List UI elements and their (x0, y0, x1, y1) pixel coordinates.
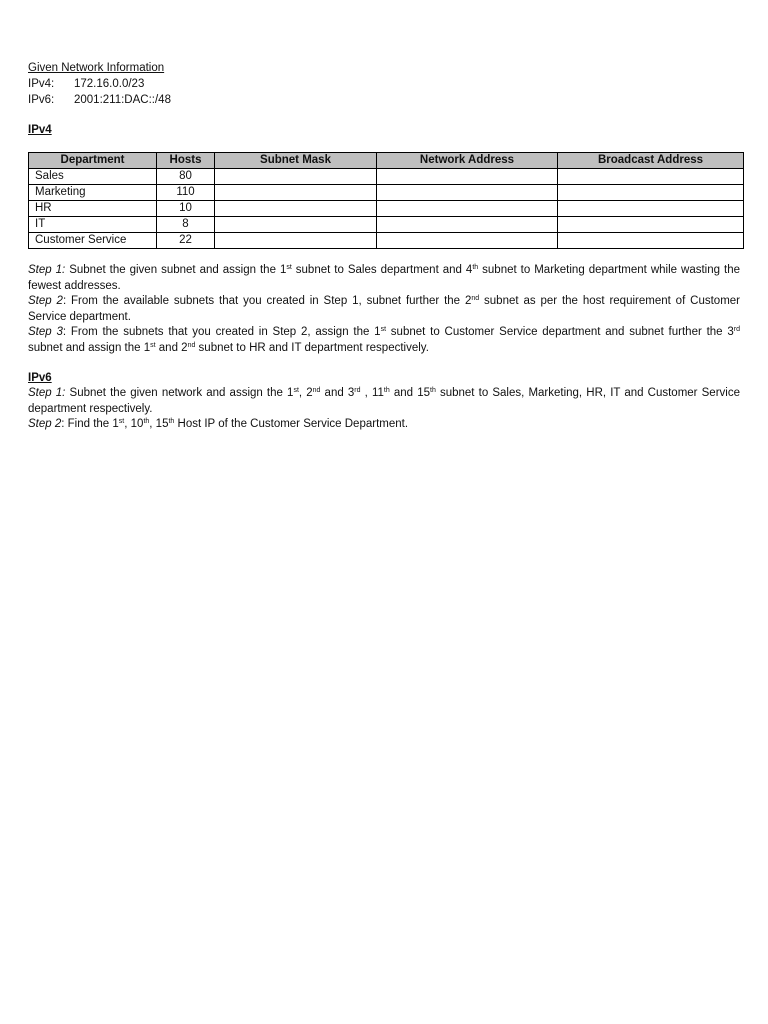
step-text: subnet to Customer Service department and subnet further the 3 (386, 326, 734, 338)
cell-network-address (377, 185, 558, 201)
ordinal-suffix: th (168, 418, 175, 425)
cell-network-address (377, 233, 558, 249)
cell-network-address (377, 217, 558, 233)
step-text: and 15 (389, 387, 430, 399)
ordinal-suffix: rd (354, 387, 361, 394)
table-row (29, 185, 744, 201)
cell-network-address (377, 201, 558, 217)
ipv6-given-line (28, 92, 740, 108)
ordinal-suffix: st (118, 418, 125, 425)
table-row (29, 217, 744, 233)
step-text: Subnet the given network and assign the 1 (65, 387, 294, 399)
ordinal-suffix: nd (187, 341, 196, 349)
ipv4-step-2 (28, 294, 740, 325)
cell-broadcast-address (558, 233, 744, 249)
cell-hosts: 80 (157, 169, 215, 185)
ordinal-suffix: th (143, 418, 150, 425)
ordinal-suffix: nd (471, 295, 480, 302)
header-subnet-mask: Subnet Mask (215, 153, 377, 169)
cell-broadcast-address (558, 185, 744, 201)
table-header-row (29, 153, 744, 169)
cell-subnet-mask (215, 169, 377, 185)
ordinal-suffix: th (430, 387, 436, 394)
subnet-table (28, 152, 744, 249)
step-text: , 15 (149, 418, 169, 430)
ipv4-step-1 (28, 263, 740, 294)
step-text: : From the available subnets that you created in Step 1, subnet further the 2 (62, 295, 472, 307)
given-info-heading: Given Network Information (28, 62, 165, 74)
cell-subnet-mask (215, 217, 377, 233)
ipv4-step-3 (28, 325, 740, 356)
step-text: , 2 (298, 387, 313, 399)
step-text: subnet to Sales, Marketing, HR, IT and Customer Service department respectively. (28, 387, 740, 415)
cell-subnet-mask (215, 233, 377, 249)
step-text: subnet to HR and IT department respectively. (195, 341, 429, 354)
table-row (29, 169, 744, 185)
cell-department: Customer Service (29, 233, 157, 249)
ipv4-section-title: IPv4 (28, 124, 52, 136)
cell-broadcast-address (558, 169, 744, 185)
cell-hosts: 110 (157, 185, 215, 201)
ordinal-suffix: th (383, 387, 390, 394)
ordinal-suffix: st (380, 326, 387, 333)
cell-hosts: 10 (157, 201, 215, 217)
cell-department: Marketing (29, 185, 157, 201)
cell-department: IT (29, 217, 157, 233)
step-label: Step 2 (28, 295, 63, 307)
ordinal-suffix: nd (312, 387, 321, 394)
ipv4-value: 172.16.0.0/23 (74, 78, 145, 90)
step-text: and 3 (320, 387, 355, 399)
ipv4-given-line (28, 76, 740, 92)
step-text: subnet to Marketing department while wasting the fewest addresses. (28, 264, 740, 292)
cell-subnet-mask (215, 185, 377, 201)
ipv6-value: 2001:211:DAC::/48 (74, 94, 171, 106)
cell-department: HR (29, 201, 157, 217)
ipv6-step-1 (28, 386, 740, 417)
header-broadcast-address: Broadcast Address (558, 153, 744, 169)
ordinal-suffix: st (293, 387, 299, 394)
ipv6-section-title: IPv6 (28, 372, 52, 384)
cell-hosts: 8 (157, 217, 215, 233)
step-text: , 11 (360, 387, 384, 399)
cell-broadcast-address (558, 201, 744, 217)
cell-hosts: 22 (157, 233, 215, 249)
cell-department: Sales (29, 169, 157, 185)
step-text: : From the subnets that you created in Step 2, assign the 1 (62, 326, 381, 338)
ordinal-suffix: st (286, 264, 292, 271)
table-row (29, 233, 744, 249)
ipv6-label: IPv6: (28, 94, 55, 106)
document-page (28, 60, 740, 433)
header-network-address: Network Address (377, 153, 558, 169)
step-label: Step 1: (28, 264, 66, 276)
ordinal-suffix: st (150, 341, 156, 349)
step-label: Step 3 (28, 326, 63, 338)
step-label: Step 2 (28, 418, 62, 430)
step-text: subnet as per the host requirement of Customer Service department. (28, 295, 741, 323)
ordinal-suffix: th (472, 264, 479, 271)
cell-subnet-mask (215, 201, 377, 217)
step-text: Subnet the given subnet and assign the 1 (65, 264, 287, 276)
header-department: Department (29, 153, 157, 169)
step-text: subnet to Sales department and 4 (291, 264, 473, 276)
cell-network-address (377, 169, 558, 185)
step-label: Step 1: (28, 387, 66, 399)
step-text: subnet and assign the 1 (28, 341, 151, 354)
cell-broadcast-address (558, 217, 744, 233)
step-text: Host IP of the Customer Service Department. (174, 418, 409, 430)
ordinal-suffix: rd (733, 326, 740, 333)
header-hosts: Hosts (157, 153, 215, 169)
ipv4-label: IPv4: (28, 78, 55, 90)
table-row (29, 201, 744, 217)
step-text: and 2 (155, 341, 188, 354)
step-text: : Find the 1 (61, 418, 119, 430)
step-text: , 10 (124, 418, 144, 430)
ipv6-step-2 (28, 417, 740, 433)
